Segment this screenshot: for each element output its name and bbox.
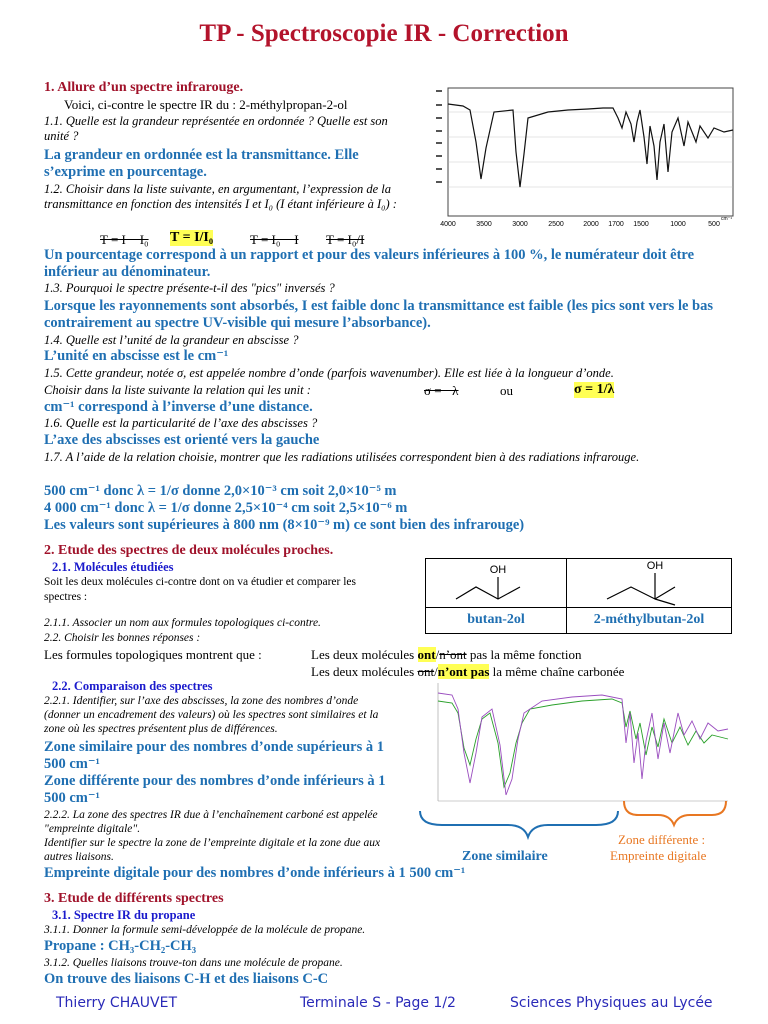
answer-1-4: L’unité en abscisse est le cm⁻¹: [44, 348, 229, 364]
spectrum-1-tick: 2500: [548, 221, 564, 228]
question-2-2-1: 2.2.1. Identifier, sur l’axe des abscisses, la zone des nombres d’onde (donner un encadrement des valeurs) où les spectres sont similaires et la zone où les spectres présentent plus de différences.: [44, 695, 379, 735]
question-1-2: 1.2. Choisir dans la liste suivante, en argumentant, l’expression de la transmittance en fonction des intensités I et I₀ (I étant inférieure à I₀) :: [44, 182, 397, 211]
page-title: TP - Spectroscopie IR - Correction: [199, 20, 569, 47]
spectrum-1-tick: 500: [708, 221, 720, 228]
section-1-intro: Voici, ci-contre le spectre IR du : 2-méthylpropan-2-ol: [64, 97, 348, 112]
footer-page: Terminale S - Page 1/2: [300, 995, 456, 1011]
choice-1-5-a: σ = −λ: [424, 383, 459, 398]
answer-3-1-2: On trouve des liaisons C-H et des liaisons C-C: [44, 971, 329, 987]
question-1-3: 1.3. Pourquoi le spectre présente-t-il des "pics" inversés ?: [44, 281, 335, 295]
section-2-intro: Soit les deux molécules ci-contre dont on va étudier et comparer les spectres :: [44, 576, 356, 603]
subsection-2-1: 2.1. Molécules étudiées: [52, 560, 174, 574]
zone-different-label: Zone différente :: [618, 832, 706, 847]
structure-butan-2ol: [426, 559, 566, 607]
answer-1-7-b: 4 000 cm⁻¹ donc λ = 1/σ donne 2,5×10⁻⁴ cm soit 2,5×10⁻⁶ m: [44, 500, 408, 516]
answer-2-2-1-a: Zone similaire pour des nombres d’onde supérieurs à 1 500 cm⁻¹: [44, 739, 384, 772]
choice-same-chain: Les deux molécules ont/n’ont pas la même chaîne carbonée: [311, 664, 625, 679]
question-2-2-2-a: 2.2.2. La zone des spectres IR due à l’enchaînement carboné est appelée "empreinte digitale".: [44, 809, 378, 835]
question-2-1-1: 2.1.1. Associer un nom aux formules topologiques ci-contre.: [44, 617, 321, 629]
question-1-7: 1.7. A l’aide de la relation choisie, montrer que les radiations utilisées correspondent bien à des radiations infrarouge.: [44, 450, 640, 464]
choices-lead: Les formules topologiques montrent que :: [44, 647, 262, 662]
spectrum-1-tick: 3000: [512, 221, 528, 228]
answer-1-3: Lorsque les rayonnements sont absorbés, I est faible donc la transmittance est faible (les pics sont vers le bas contrairement au spectre UV-visible qui mesure l’absorbance).: [44, 298, 713, 331]
footer-author: Thierry CHAUVET: [56, 995, 178, 1011]
structure-2-methylbutan-2ol: [567, 559, 731, 607]
question-3-1-1: 3.1.1. Donner la formule semi-développée de la molécule de propane.: [44, 924, 366, 936]
spectrum-1-tick: 1000: [670, 221, 686, 228]
answer-3-1-1: Propane : CH₃-CH₂-CH₃: [44, 938, 197, 954]
fingerprint-zone-label: Empreinte digitale: [610, 848, 707, 863]
spectrum-1-tick: 1500: [633, 221, 649, 228]
choice-1-2-d: T = I₀/I: [326, 232, 365, 247]
spectrum-1-tick: 3500: [476, 221, 492, 228]
subsection-2-2: 2.2. Comparaison des spectres: [52, 679, 213, 693]
question-1-1: 1.1. Quelle est la grandeur représentée en ordonnée ? Quelle est son unité ?: [44, 114, 388, 143]
answer-1-7-c: Les valeurs sont supérieures à 800 nm (8×10⁻⁹ m) ce sont bien des infrarouge): [44, 517, 525, 533]
hydroxyl-label-2: OH: [646, 560, 664, 572]
answer-1-6: L’axe des abscisses est orienté vers la gauche: [44, 432, 320, 448]
answer-1-7-a: 500 cm⁻¹ donc λ = 1/σ donne 2,0×10⁻³ cm soit 2,0×10⁻⁵ m: [44, 483, 397, 499]
subsection-3-1: 3.1. Spectre IR du propane: [52, 908, 196, 922]
answer-1-2: Un pourcentage correspond à un rapport et pour des valeurs inférieures à 100 %, le numérateur doit être inférieur au dénominateur.: [44, 247, 695, 280]
question-1-5-choose: Choisir dans la liste suivante la relation qui les unit :: [44, 383, 311, 397]
molecule-name-2: 2-méthylbutan-2ol: [593, 612, 705, 627]
footer-site: Sciences Physiques au Lycée: [510, 995, 713, 1011]
choice-same-function: Les deux molécules ont/n’ont pas la même fonction: [311, 647, 582, 662]
question-2-2-2-b: Identifier sur le spectre la zone de l’empreinte digitale et la zone due aux autres liaisons.: [44, 837, 381, 863]
question-2-2: 2.2. Choisir les bonnes réponses :: [44, 632, 201, 644]
section-2-heading: 2. Etude des spectres de deux molécules proches.: [44, 543, 334, 558]
choice-1-2-a: T = I − I₀: [100, 232, 149, 247]
choice-1-5-b: σ = 1/λ: [574, 382, 615, 397]
spectrum-1-unit: cm⁻¹: [721, 216, 732, 222]
choice-1-2-c: T = I₀ − I: [250, 232, 299, 247]
zone-similar-label: Zone similaire: [462, 849, 548, 864]
choice-1-2-b: T = I/I₀: [170, 230, 214, 245]
question-3-1-2: 3.1.2. Quelles liaisons trouve-ton dans une molécule de propane.: [44, 957, 343, 969]
question-1-5: 1.5. Cette grandeur, notée σ, est appelée nombre d’onde (parfois wavenumber). Elle est liée à la longueur d’onde.: [44, 366, 614, 380]
ir-spectrum-2-methylpropan-2-ol: [428, 82, 740, 232]
molecule-name-1: butan-2ol: [467, 612, 525, 627]
answer-1-1: La grandeur en ordonnée est la transmittance. Elle s’exprime en pourcentage.: [44, 147, 359, 180]
answer-2-2-2: Empreinte digitale pour des nombres d’onde inférieurs à 1 500 cm⁻¹: [44, 865, 466, 881]
spectrum-1-tick: 2000: [583, 221, 599, 228]
question-1-6: 1.6. Quelle est la particularité de l’axe des abscisses ?: [44, 416, 318, 430]
hydroxyl-label-1: OH: [489, 564, 507, 576]
spectrum-1-tick: 4000: [440, 221, 456, 228]
molecules-table: [425, 558, 732, 634]
question-1-4: 1.4. Quelle est l’unité de la grandeur en abscisse ?: [44, 333, 299, 347]
answer-2-2-1-b: Zone différente pour des nombres d’onde inférieurs à 1 500 cm⁻¹: [44, 773, 386, 806]
choice-1-5-or: ou: [500, 383, 513, 398]
answer-1-5: cm⁻¹ correspond à l’inverse d’une distance.: [44, 399, 313, 415]
section-1-heading: 1. Allure d’un spectre infrarouge.: [44, 80, 244, 95]
spectrum-1-tick: 1700: [608, 221, 624, 228]
section-3-heading: 3. Etude de différents spectres: [44, 891, 224, 906]
